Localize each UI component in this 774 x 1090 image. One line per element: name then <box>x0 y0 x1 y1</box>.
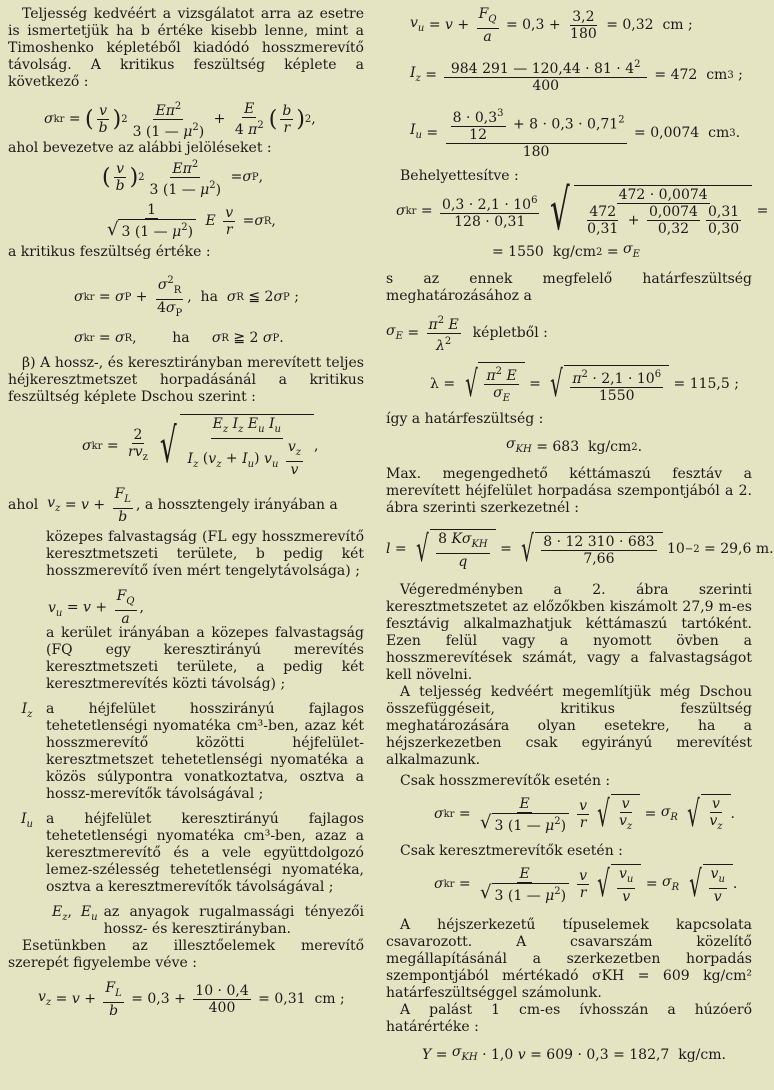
kritikus-ertek-text: a kritikus feszültség értéke : <box>8 244 211 260</box>
iu-definition: $I_u$ a héjfelület keresztirányú fajlagos tehetetlenségi nyomatéka cm³-ben, azaz a keresztmerevítő és a vele együttdolgozó lemez-szélesség tehetetlenségi nyomatéka, osztva a keresztmerevítők távolságával ; <box>21 811 364 895</box>
palast-paragraph: A palást 1 cm-es ívhosszán a húzóerő határértéke : <box>386 1002 752 1035</box>
iz-definition: $I_z$ a héjfelület hosszirányú fajlagos tehetetlenségi nyomatéka cm³-ben, azaz két hosszmerevítő közötti héjfelület-keresztmetszet tehetetlenségi nyomatéka a közös súlypontra vonatkoztatva, osztva a hossz-merevítők távolságával ; <box>21 701 364 802</box>
vz-description: közepes falvastagság (FL egy hosszmerevítő keresztmetszeti területe, b pedig két hosszmerevítő íven mért tengelytávolsága) ; <box>46 529 364 579</box>
eq-sigma-kh: $\sigma_{KH}$ = 683 kg/cm 2 . <box>506 436 643 455</box>
iz-description: a héjfelület hosszirányú fajlagos tehetetlenségi nyomatéka cm³-ben, azaz két hosszmerevítő közötti héjfelület-keresztmetszet tehetetlenségi nyomatéka a közös súlypontra vonatkoztatva, osztva a hossz-merevítők távolságával ; <box>46 701 364 802</box>
eq-vz-definition: ahol $v_z$ = v + $F_L$ b , a hossztengely irányában a <box>8 486 338 525</box>
ahol-bevezetve-text: ahol bevezetve az alábbi jelöléseket : <box>8 140 272 156</box>
vu-definition: $v_u = v$ + $\frac{F_Q}{a}$ , <box>8 588 364 627</box>
tipus-paragraph: A héjszerkezetű típuselemek kapcsolata csavarozott. A csavarszám közelítő megállapításánál a szerkezetben horpadás szempontjából mértékadó σKH = 609 kg/cm² határfeszültséggel számolunk. <box>386 917 752 1001</box>
eq-sigma-r: 1 √ 3 (1 — $\mu^2$) E v r = σ R , <box>107 202 276 240</box>
eq-sigma-e: $\sigma_E$ = $\pi^2$ E $\lambda^2$ képletből : <box>386 315 548 354</box>
eq-sigma-kr-case2: σ kr = σ R , ha σ R ≧ 2 σ P . <box>74 330 284 346</box>
eq-sigma-p: ( v b ) 2 $E\pi^2$ 3 (1 — $\mu^2$) = σ P , <box>102 159 264 198</box>
ez-eu-description: az anyagok rugalmassági tényezői hossz- és keresztirányban. <box>103 904 364 937</box>
hatar-paragraph: s az ennek megfelelő határfeszültség meghatározásához a <box>386 271 752 304</box>
eq-sigma-kr-result: = 1550 kg/cm 2 = $\sigma_E$ <box>492 241 640 260</box>
intro-paragraph: Teljesség kedvéért a vizsgálatot arra az esetre is ismertetjük ha b értéke kisebb lenne, mint a Timoshenko képletéből kiadódó hosszmerevítő távolság. A kritikus feszültség képlete a következő : <box>8 6 364 90</box>
vu-description <box>148 588 364 627</box>
dschou-paragraph: A teljesség kedvéért megemlítjük még Dschou összefüggéseit, kritikus feszültség meghatározására olyan esetekre, ha a héjszerkezetben csak egyirányú merevítést alkalmazunk. <box>386 684 752 768</box>
eq-span-length: l = √ 8 $K\sigma_{KH}$ q = √ $\frac{8 \cdot 12 310 \cdot 683}{7,66}$ 10 −2 = 29,6 m. <box>386 528 774 570</box>
behelyettesitve-text: Behelyettesítve : <box>400 168 519 184</box>
eq-critical-stress-general: σ kr = ( v b ) 2 $E\pi^2$ 3 (1 — $\mu^2$) + E 4 $\pi^2$ ( b r ) 2 , <box>44 101 316 140</box>
vu-description-text: a kerület irányában a közepes falvastagság (FQ egy keresztirányú merevítés keresztmetszeti területe, a pedig két keresztmerevítés közti távolság) ; <box>46 625 364 692</box>
beta-paragraph: β) A hossz-, és keresztirányban merevített teljes héjkeresztmetszet horpadásánál a kritikus feszültség képlete Dschou szerint : <box>8 355 364 405</box>
eq-longitudinal-only: σ kr = E √ 3 (1 — $\mu^2$) v r √ $\frac{v}{v_z}$ = $\sigma_R$ √ $\frac{v}{v_z}$ . <box>434 793 735 835</box>
eq-vz-numeric: $v_z$ = v + $F_L$ b = 0,3 + 10 · 0,4 400 = 0,31 cm ; <box>38 980 345 1019</box>
eq-transverse-only: σ kr = E √ 3 (1 — $\mu^2$) v r √ $\frac{v_u}{v}$ = $\sigma_R$ √ $\frac{v_u}{v}$ . <box>434 863 738 905</box>
eq-sigma-kr-case1: σ kr = σ P + $\sigma^2_R$ $4\sigma_P$ , ha σ R ≦ 2 σ P ; <box>74 275 299 319</box>
ez-eu-definition: $E_z$, $E_u$ az anyagok rugalmassági tényezői hossz- és keresztirányban. <box>52 904 364 937</box>
eq-iz-numeric: $I_z$ = 984 291 — $120,44 \cdot 81 \cdot 4^2$ 400 = 472 cm 3 ; <box>410 59 743 94</box>
vegeredmeny-paragraph: Végeredményben a 2. ábra szerinti keresztmetszetet az előzőkben kiszámolt 27,9 m-es fesztávig alkalmazhatjuk kéttámaszú tartóként. Ezen felül vagy a nyomott övben a hosszmerevítések számát, vagy a falvastagságot kell növelni. <box>386 582 752 683</box>
igy-text: így a határfeszültség : <box>386 411 544 427</box>
eq-iu-numeric: $I_u$ = $\frac{8 \cdot 0,3^3}{12}$ + $8 \cdot 0,3 \cdot 0,71^2$ 180 = 0,0074 cm 3 . <box>410 108 741 160</box>
vz-tail-text: a hossztengely irányában a <box>144 497 338 513</box>
max-paragraph: Max. megengedhető kéttámaszú fesztáv a merevített héjfelület horpadása szempontjából a 2. ábra szerinti szerkezetnél : <box>386 466 752 516</box>
esetunkben-text: Esetünkben az illesztőelemek merevítő szerepét figyelembe véve : <box>8 938 364 971</box>
eq-dschou-critical: σ kr = 2 $rv_z$ √ $E_z$ $I_z$ $E_u$ $I_u$ $I_z$ $(v_z + I_u)$ $v_u$ $\frac{v_z}{v}$ , <box>82 416 319 478</box>
csak-kereszt-text: Csak keresztmerevítők esetén : <box>400 843 623 859</box>
left-column <box>8 6 364 1019</box>
eq-lambda: λ = √ $\frac{\pi^2 E}{\sigma_E}$ = √ $\frac{\pi^2 \cdot 2,1 \cdot 10^6}{1550}$ = 115,5 ; <box>386 362 752 407</box>
eq-vu-numeric: $v_u$ = v + $F_Q$ a = 0,3 + 3,2 180 = 0,32 cm ; <box>410 6 693 45</box>
eq-sigma-kr-numeric: σ kr = $0,3 \cdot 2,1 \cdot 10^6$ 128 · 0,31 √ 472 · 0,0074 $\frac{472}{0,31}$ + $\frac{0,0074}{0,32}$ $\frac{0,31}{0,30}$ = <box>396 178 769 243</box>
eq-tension-force: Y = $\sigma_{KH}$ · 1,0 v = 609 · 0,3 = 182,7 kg/cm. <box>422 1044 726 1063</box>
csak-hossz-text: Csak hosszmerevítők esetén : <box>400 773 611 789</box>
iu-description: a héjfelület keresztirányú fajlagos tehetetlenségi nyomatéka cm³-ben, azaz a keresztmerevítő és a vele együttdolgozó lemez-szélesség tehetetlenségi nyomatéka, osztva a keresztmerevítők távolságával ; <box>46 811 364 895</box>
right-column <box>386 6 774 1066</box>
